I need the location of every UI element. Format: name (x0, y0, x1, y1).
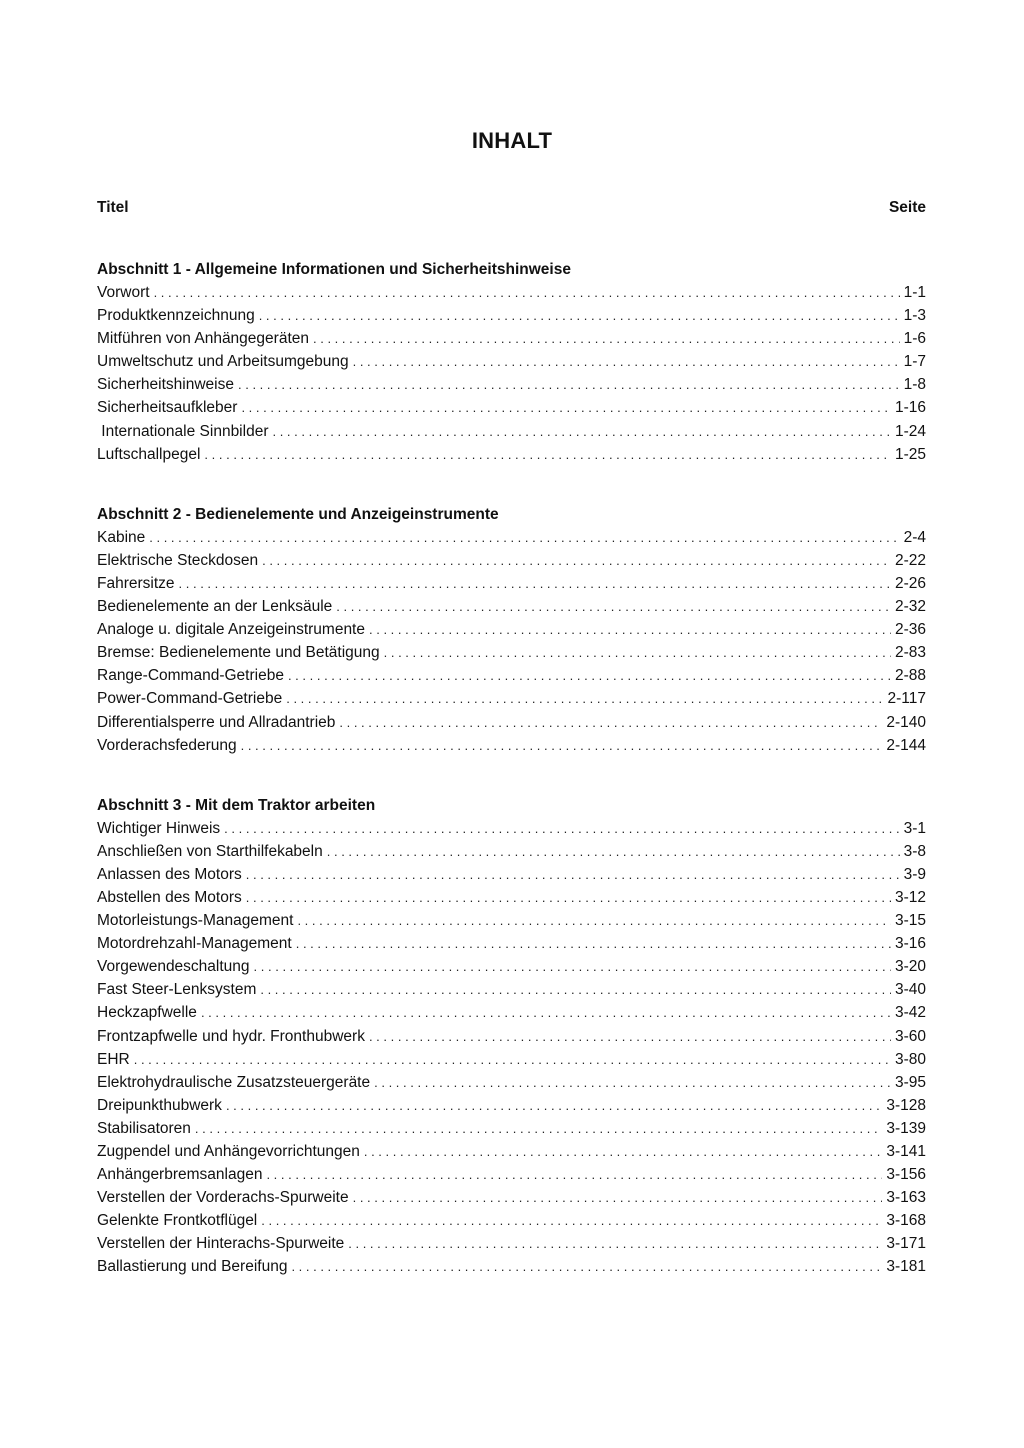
toc-entry-label: Ballastierung und Bereifung (97, 1258, 288, 1276)
toc-entry-page: 2-88 (894, 667, 926, 685)
toc-entry-label: Heckzapfwelle (97, 1004, 197, 1022)
toc-entry (97, 641, 926, 664)
page-title: INHALT (471, 128, 553, 153)
toc-entry-page: 3-12 (894, 888, 926, 906)
dot-leader (262, 549, 891, 572)
dot-leader (134, 1048, 891, 1071)
toc-entry-page: 3-1 (903, 819, 926, 837)
toc-entry (97, 281, 926, 304)
toc-entry-label: Vorgewendeschaltung (97, 958, 250, 976)
toc-entry (97, 1255, 926, 1278)
toc-entry-page: 3-139 (886, 1119, 926, 1137)
toc-entry-label: Produktkennzeichnung (97, 307, 255, 325)
toc-entry-page: 3-16 (894, 935, 926, 953)
toc-entry (97, 526, 926, 549)
toc-entry-label: Luftschallpegel (97, 445, 201, 463)
column-header-title: Titel (97, 199, 129, 216)
toc-entry-label: Vorwort (97, 284, 150, 301)
dot-leader (201, 1001, 891, 1024)
toc-entry-label: Motordrehzahl-Management (97, 935, 292, 953)
toc-entry-label: Anhängerbremsanlagen (97, 1166, 263, 1184)
dot-leader (364, 1140, 882, 1163)
toc-entry-page: 2-22 (894, 551, 926, 569)
toc-entry (97, 1071, 926, 1094)
toc-entry-label: Verstellen der Hinterachs-Spurweite (97, 1235, 345, 1253)
toc-entry (97, 1094, 926, 1117)
toc-entry (97, 955, 926, 978)
dot-leader (254, 955, 891, 978)
dot-leader (260, 978, 891, 1001)
toc-entry (97, 1186, 926, 1209)
toc-entry (97, 1117, 926, 1140)
toc-entry-label: Sicherheitshinweise (97, 376, 234, 394)
toc-entry (97, 886, 926, 909)
toc-entry-page: 1-8 (903, 376, 926, 394)
toc-entry (97, 1048, 926, 1071)
toc-entry (97, 1140, 926, 1163)
toc-entry-label: Kabine (97, 528, 146, 546)
toc-entry-page: 3-156 (886, 1166, 926, 1184)
dot-leader (241, 396, 891, 419)
toc-entry-page: 2-140 (886, 713, 926, 731)
toc-entry-page: 3-128 (886, 1096, 926, 1114)
toc-entry-page: 3-40 (894, 981, 926, 999)
toc-entry-page: 1-24 (894, 422, 926, 440)
dot-leader (327, 840, 900, 863)
toc-entry (97, 909, 926, 932)
toc-entry-page: 3-60 (894, 1027, 926, 1045)
toc-entry-label: Stabilisatoren (97, 1119, 191, 1137)
toc-entry (97, 1001, 926, 1024)
table-of-contents (97, 258, 926, 1279)
toc-entry-label: Wichtiger Hinweis (97, 819, 221, 837)
dot-leader (374, 1071, 891, 1094)
dot-leader (336, 595, 891, 618)
toc-entry (97, 304, 926, 327)
toc-entry-label: Differentialsperre und Allradantrieb (97, 713, 336, 731)
toc-entry (97, 664, 926, 687)
toc-entry-label: Gelenkte Frontkotflügel (97, 1212, 258, 1230)
dot-leader (154, 281, 900, 304)
toc-entry-label: Verstellen der Vorderachs-Spurweite (97, 1189, 349, 1207)
column-header-page: Seite (888, 199, 926, 216)
dot-leader (149, 526, 899, 549)
toc-entry-label: Fast Steer-Lenksystem (97, 981, 257, 999)
section-heading: Abschnitt 1 - Allgemeine Informationen und Sicherheitshinweise (97, 261, 571, 278)
toc-entry-page: 3-141 (886, 1143, 926, 1160)
toc-entry (97, 817, 926, 840)
dot-leader (353, 350, 900, 373)
toc-entry-label: Bedienelemente an der Lenksäule (97, 598, 333, 616)
toc-entry (97, 687, 926, 710)
toc-entry-page: 3-15 (894, 912, 926, 930)
toc-entry-label: Fahrersitze (97, 574, 175, 592)
toc-entry (97, 932, 926, 955)
toc-entry-page: 3-168 (886, 1212, 926, 1230)
toc-entry-label: Umweltschutz und Arbeitsumgebung (97, 353, 349, 371)
toc-section (97, 258, 926, 466)
toc-entry-page: 1-16 (894, 399, 926, 417)
toc-entry (97, 595, 926, 618)
dot-leader (261, 1209, 882, 1232)
toc-entry-page: 1-6 (903, 330, 926, 348)
toc-entry (97, 711, 926, 734)
toc-entry (97, 978, 926, 1001)
dot-leader (204, 443, 891, 466)
toc-entry-page: 3-171 (886, 1235, 926, 1253)
toc-entry-page: 3-163 (886, 1189, 926, 1207)
toc-entry-page: 3-9 (903, 865, 926, 883)
dot-leader (348, 1232, 882, 1255)
toc-section (97, 794, 926, 1279)
toc-entry-label: Bremse: Bedienelemente und Betätigung (97, 644, 380, 662)
toc-entry-page: 2-32 (894, 598, 926, 616)
dot-leader (246, 886, 891, 909)
toc-entry-label: Sicherheitsaufkleber (97, 399, 238, 417)
section-heading: Abschnitt 2 - Bedienelemente und Anzeigeinstrumente (97, 505, 499, 523)
toc-entry-label: Mitführen von Anhängegeräten (97, 330, 309, 348)
toc-entry (97, 549, 926, 572)
toc-entry-page: 3-95 (894, 1073, 926, 1091)
toc-entry (97, 443, 926, 466)
toc-entry-label: Zugpendel und Anhängevorrichtungen (97, 1143, 360, 1160)
dot-leader (266, 1163, 882, 1186)
toc-entry (97, 840, 926, 863)
toc-entry-page: 1-1 (903, 284, 926, 301)
toc-entry-label: Abstellen des Motors (97, 888, 242, 906)
column-headers (97, 199, 926, 217)
toc-entry (97, 396, 926, 419)
toc-entry (97, 572, 926, 595)
toc-entry-label: Vorderachsfederung (97, 736, 237, 754)
dot-leader (296, 932, 891, 955)
toc-entry-label: Internationale Sinnbilder (97, 422, 269, 440)
toc-entry-page: 3-181 (886, 1258, 926, 1276)
dot-leader (238, 373, 900, 396)
toc-entry (97, 1232, 926, 1255)
toc-entry-page: 2-117 (887, 690, 926, 708)
dot-leader (313, 327, 900, 350)
toc-entry (97, 420, 926, 443)
toc-section (97, 503, 926, 757)
toc-entry-page: 1-25 (894, 445, 926, 463)
toc-entry (97, 1025, 926, 1048)
toc-entry (97, 618, 926, 641)
toc-entry-page: 2-36 (894, 621, 926, 639)
dot-leader (384, 641, 891, 664)
dot-leader (286, 687, 883, 710)
toc-entry-label: Frontzapfwelle und hydr. Fronthubwerk (97, 1027, 365, 1045)
toc-entry-label: Range-Command-Getriebe (97, 667, 284, 685)
toc-entry-label: Anlassen des Motors (97, 865, 242, 883)
toc-entry-label: EHR (97, 1050, 130, 1068)
toc-entry-page: 3-42 (894, 1004, 926, 1022)
toc-entry-label: Analoge u. digitale Anzeigeinstrumente (97, 621, 365, 639)
toc-entry-label: Elektrische Steckdosen (97, 551, 259, 569)
dot-leader (353, 1186, 883, 1209)
dot-leader (369, 1025, 891, 1048)
toc-entry (97, 1209, 926, 1232)
dot-leader (246, 863, 900, 886)
toc-entry (97, 327, 926, 350)
toc-entry (97, 1163, 926, 1186)
dot-leader (259, 304, 900, 327)
toc-entry-label: Elektrohydraulische Zusatzsteuergeräte (97, 1073, 371, 1091)
dot-leader (179, 572, 891, 595)
toc-entry-page: 3-80 (894, 1050, 926, 1068)
section-heading: Abschnitt 3 - Mit dem Traktor arbeiten (97, 796, 376, 814)
dot-leader (297, 909, 891, 932)
toc-entry (97, 350, 926, 373)
dot-leader (339, 711, 882, 734)
toc-entry-page: 2-4 (903, 528, 926, 546)
toc-entry-page: 1-3 (903, 307, 926, 325)
toc-entry (97, 863, 926, 886)
toc-entry-label: Anschließen von Starthilfekabeln (97, 842, 323, 860)
toc-entry-page: 2-144 (886, 736, 926, 754)
toc-entry (97, 734, 926, 757)
toc-entry-label: Power-Command-Getriebe (97, 690, 283, 708)
dot-leader (272, 420, 890, 443)
dot-leader (241, 734, 883, 757)
dot-leader (224, 817, 899, 840)
toc-entry (97, 373, 926, 396)
toc-entry-page: 2-83 (894, 644, 926, 662)
toc-entry-page: 2-26 (894, 574, 926, 592)
toc-entry-page: 1-7 (903, 353, 926, 371)
toc-entry-page: 3-8 (903, 842, 926, 860)
dot-leader (288, 664, 891, 687)
dot-leader (291, 1255, 882, 1278)
dot-leader (195, 1117, 882, 1140)
dot-leader (369, 618, 891, 641)
dot-leader (226, 1094, 882, 1117)
toc-entry-label: Motorleistungs-Management (97, 912, 294, 930)
toc-entry-label: Dreipunkthubwerk (97, 1096, 222, 1114)
toc-entry-page: 3-20 (894, 958, 926, 976)
